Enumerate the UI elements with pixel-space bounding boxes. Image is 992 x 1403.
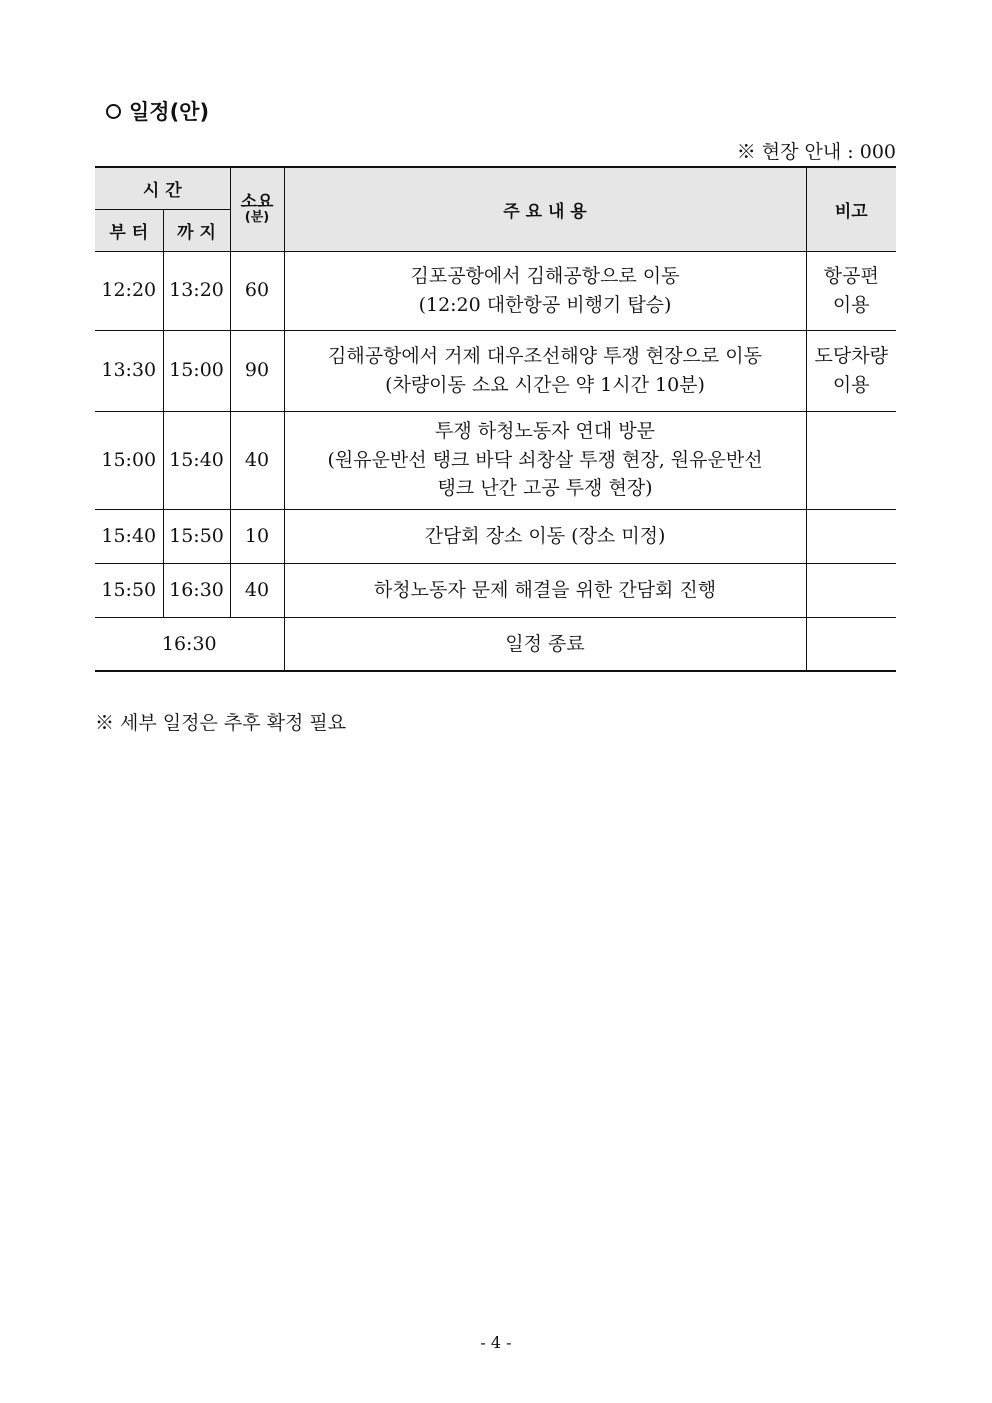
content-line: (원유운반선 탱크 바닥 쇠창살 투쟁 현장, 원유운반선 (327, 448, 763, 471)
duration-cell: 60 (230, 251, 284, 330)
to-time-cell: 16:30 (163, 563, 230, 617)
site-guide-note: ※ 현장 안내 : 000 (736, 141, 896, 163)
from-time-cell: 13:30 (95, 330, 163, 411)
end-time-cell: 16:30 (95, 617, 284, 671)
duration-cell: 90 (230, 330, 284, 411)
note-line: 이용 (832, 373, 870, 396)
end-content-cell: 일정 종료 (284, 617, 806, 671)
note-cell (806, 251, 896, 330)
to-header: 까 지 (163, 209, 230, 251)
section-title (106, 96, 209, 126)
from-time-cell: 12:20 (95, 251, 163, 330)
to-time-cell: 15:00 (163, 330, 230, 411)
content-line: 김포공항에서 김해공항으로 이동 (410, 265, 680, 287)
duration-header-unit: (분) (244, 210, 270, 226)
content-line: 투쟁 하청노동자 연대 방문 (435, 420, 656, 443)
table-row-end (95, 617, 896, 671)
content-header: 주 요 내 용 (284, 167, 806, 251)
note-line: 항공편 (823, 265, 879, 287)
note-cell (806, 411, 896, 509)
footnote: ※ 세부 일정은 추후 확정 필요 (95, 712, 347, 734)
content-cell (284, 330, 806, 411)
content-line: 탱크 난간 고공 투쟁 현장) (437, 477, 653, 500)
duration-cell: 10 (230, 509, 284, 563)
note-header: 비고 (806, 167, 896, 251)
note-line: 도당차량 (814, 345, 888, 367)
time-header: 시 간 (95, 167, 230, 209)
schedule-table (95, 166, 896, 672)
content-line: 간담회 장소 이동 (장소 미정) (424, 524, 666, 547)
from-time-cell: 15:40 (95, 509, 163, 563)
table-row (95, 411, 896, 509)
note-cell (806, 330, 896, 411)
from-time-cell: 15:50 (95, 563, 163, 617)
duration-header (230, 167, 284, 251)
note-line: 이용 (832, 293, 870, 316)
duration-header-label: 소요 (240, 191, 274, 212)
from-header: 부 터 (95, 209, 163, 251)
content-cell (284, 411, 806, 509)
content-cell (284, 251, 806, 330)
section-title-text: 일정(안) (129, 100, 210, 124)
to-time-cell: 15:50 (163, 509, 230, 563)
content-line: (차량이동 소요 시간은 약 1시간 10분) (385, 373, 705, 396)
table-row (95, 563, 896, 617)
note-cell (806, 563, 896, 617)
content-line: 김해공항에서 거제 대우조선해양 투쟁 현장으로 이동 (328, 345, 763, 367)
from-time-cell: 15:00 (95, 411, 163, 509)
to-time-cell: 13:20 (163, 251, 230, 330)
content-line: 하청노동자 문제 해결을 위한 간담회 진행 (373, 578, 717, 601)
note-cell (806, 509, 896, 563)
content-cell (284, 563, 806, 617)
table-row (95, 251, 896, 330)
duration-cell: 40 (230, 411, 284, 509)
table-row (95, 330, 896, 411)
content-line: (12:20 대한항공 비행기 탑승) (418, 293, 672, 316)
to-time-cell: 15:40 (163, 411, 230, 509)
duration-cell: 40 (230, 563, 284, 617)
end-note-cell (806, 617, 896, 671)
circle-bullet-icon (106, 104, 121, 119)
content-cell (284, 509, 806, 563)
table-row (95, 509, 896, 563)
page-number: - 4 - (480, 1333, 512, 1352)
